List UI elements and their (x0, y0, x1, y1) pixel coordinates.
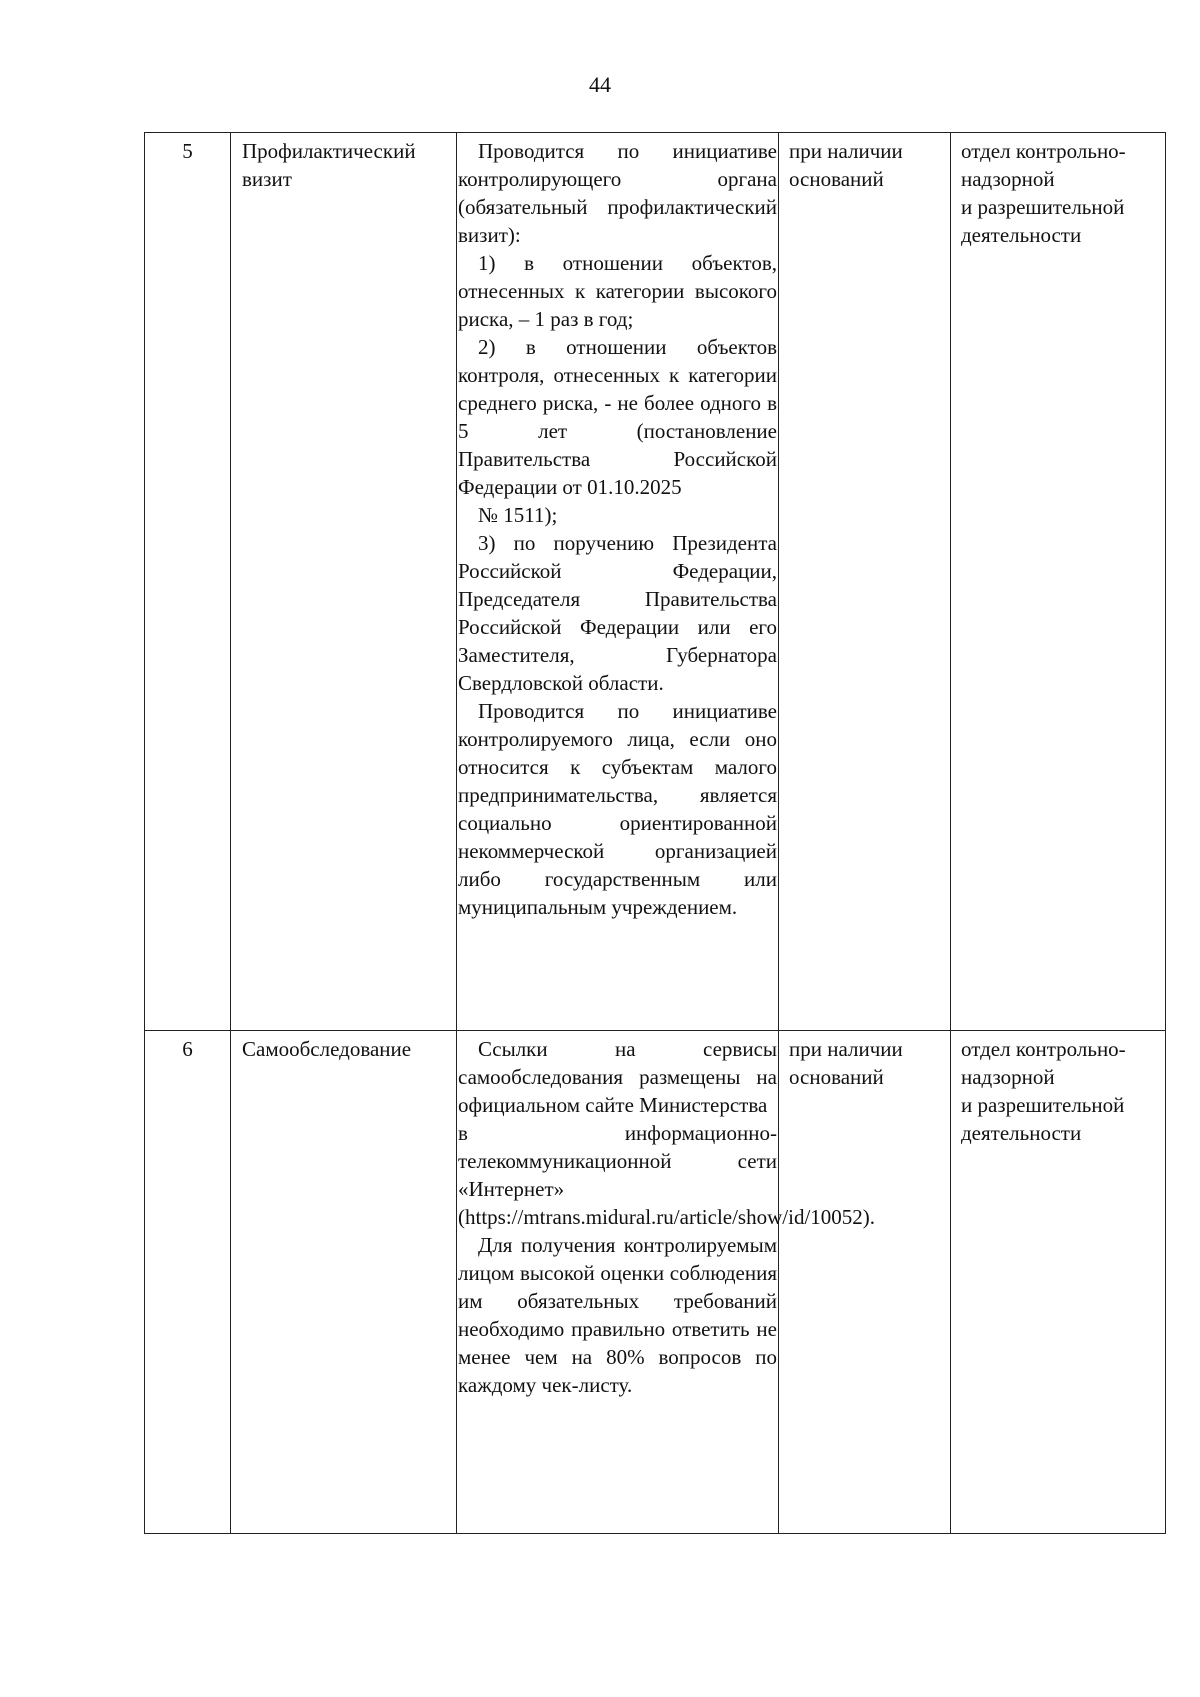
row-number: 6 (145, 1031, 231, 1534)
measure-responsible (951, 133, 1166, 1031)
responsible-line: и разрешительной деятельности (961, 1093, 1125, 1145)
description-paragraph: Проводится по инициативе контролирующего органа (обязательный профилактический визит): (458, 139, 777, 247)
description-paragraph: № 1511); (478, 503, 558, 527)
description-paragraph: Ссылки на сервисы самообследования размещены на официальном сайте Министерства (458, 1037, 777, 1117)
table-row (145, 133, 1166, 1031)
measure-name: Самообследование (231, 1031, 457, 1534)
responsible-line: и разрешительной деятельности (961, 195, 1125, 247)
responsible-line: отдел контрольно-надзорной (961, 1037, 1126, 1089)
measure-name: Профилактический визит (231, 133, 457, 1031)
measure-period: при наличии оснований (779, 1031, 951, 1534)
description-paragraph: в информационно-телекоммуникационной сети «Интернет» (https://mtrans.midural.ru/article/show/id/10052). (458, 1121, 876, 1229)
row-number: 5 (145, 133, 231, 1031)
measure-description (457, 133, 779, 1031)
description-paragraph: 3) по поручению Президента Российской Федерации, Председателя Правительства Российской Федерации или его Заместителя, Губернатора Свердловской области. (458, 531, 777, 695)
responsible-line: отдел контрольно-надзорной (961, 139, 1126, 191)
description-paragraph: Проводится по инициативе контролируемого лица, если оно относится к субъектам малого предпринимательства, является социально ориентированной некоммерческой организацией либо государственным или муниципальным учреждением. (458, 699, 777, 919)
measure-period: при наличии оснований (779, 133, 951, 1031)
table-row (145, 1031, 1166, 1534)
page-number: 44 (589, 72, 611, 97)
description-paragraph: 1) в отношении объектов, отнесенных к категории высокого риска, – 1 раз в год; (458, 251, 777, 331)
description-paragraph: Для получения контролируемым лицом высокой оценки соблюдения им обязательных требований необходимо правильно ответить не менее чем на 80% вопросов по каждому чек-листу. (458, 1233, 777, 1397)
description-paragraph: 2) в отношении объектов контроля, отнесенных к категории среднего риска, - не более одного в 5 лет (постановление Правительства Российской Федерации от 01.10.2025 (458, 335, 777, 499)
measure-responsible (951, 1031, 1166, 1534)
measures-table (144, 132, 1166, 1534)
